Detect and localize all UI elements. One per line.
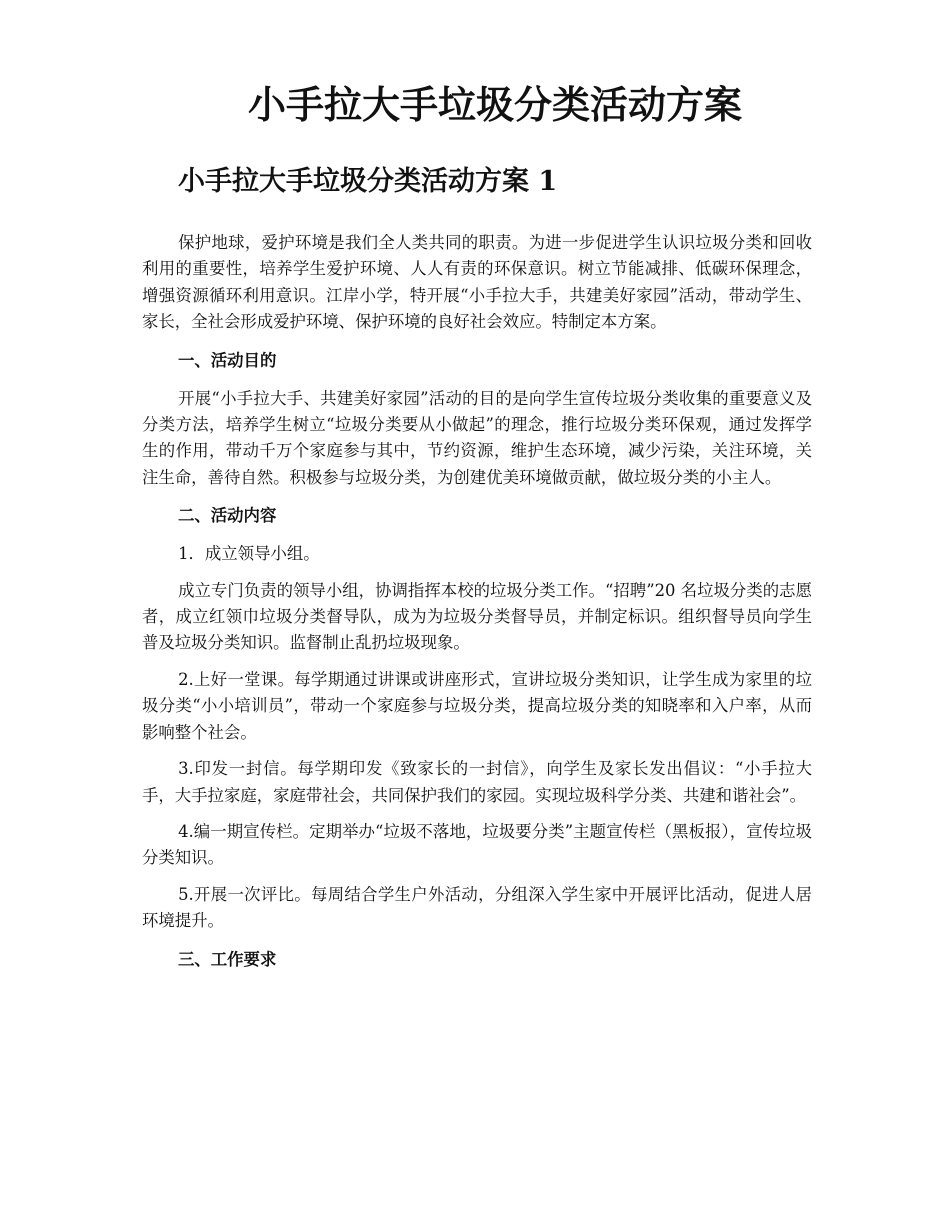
paragraph-item-1-body: 成立专门负责的领导小组，协调指挥本校的垃圾分类工作。“招聘”20 名垃圾分类的志愿者，成立红领巾垃圾分类督导队，成为为垃圾分类督导员，并制定标识。组织督导员向学生普及垃圾分类知识。监督制止乱扔垃圾现象。 — [142, 580, 812, 653]
paragraph-purpose: 开展“小手拉大手、共建美好家园”活动的目的是向学生宣传垃圾分类收集的重要意义及分类方法，培养学生树立“垃圾分类要从小做起”的理念，推行垃圾分类环保观，通过发挥学生的作用，带动千万个家庭参与其中，节约资源，维护生态环境，减少污染，关注环境，关注生命，善待自然。积极参与垃圾分类，为创建优美环境做贡献，做垃圾分类的小主人。 — [142, 388, 812, 487]
paragraph-item-2: 2.上好一堂课。每学期通过讲课或讲座形式，宣讲垃圾分类知识，让学生成为家里的垃圾分类“小小培训员”，带动一个家庭参与垃圾分类，提高垃圾分类的知晓率和入户率，从而影响整个社会。 — [142, 669, 812, 742]
section-title: 小手拉大手垃圾分类活动方案 1 — [178, 166, 558, 197]
paragraph-intro: 保护地球，爱护环境是我们全人类共同的职责。为进一步促进学生认识垃圾分类和回收利用的重要性，培养学生爱护环境、人人有责的环保意识。树立节能减排、低碳环保理念，增强资源循环利用意识。江岸小学，特开展“小手拉大手，共建美好家园”活动，带动学生、家长，全社会形成爱护环境、保护环境的良好社会效应。特制定本方案。 — [142, 233, 812, 332]
document-body — [142, 230, 812, 985]
paragraph-item-3: 3.印发一封信。每学期印发《致家长的一封信》，向学生及家长发出倡议：“小手拉大手，大手拉家庭，家庭带社会，共同保护我们的家园。实现垃圾科学分类、共建和谐社会”。 — [142, 759, 812, 805]
paragraph-item-4: 4.编一期宣传栏。定期举办“垃圾不落地，垃圾要分类”主题宣传栏（黑板报），宣传垃圾分类知识。 — [142, 821, 812, 868]
document-title: 小手拉大手垃圾分类活动方案 — [247, 82, 742, 127]
paragraph-item-1-title: 1．成立领导小组。 — [178, 544, 320, 564]
paragraph-item-5: 5.开展一次评比。每周结合学生户外活动，分组深入学生家中开展评比活动，促进人居环境提升。 — [142, 884, 812, 931]
heading-activity-purpose: 一、活动目的 — [178, 350, 277, 370]
heading-work-requirements: 三、工作要求 — [178, 949, 277, 969]
heading-activity-content: 二、活动内容 — [178, 506, 277, 526]
